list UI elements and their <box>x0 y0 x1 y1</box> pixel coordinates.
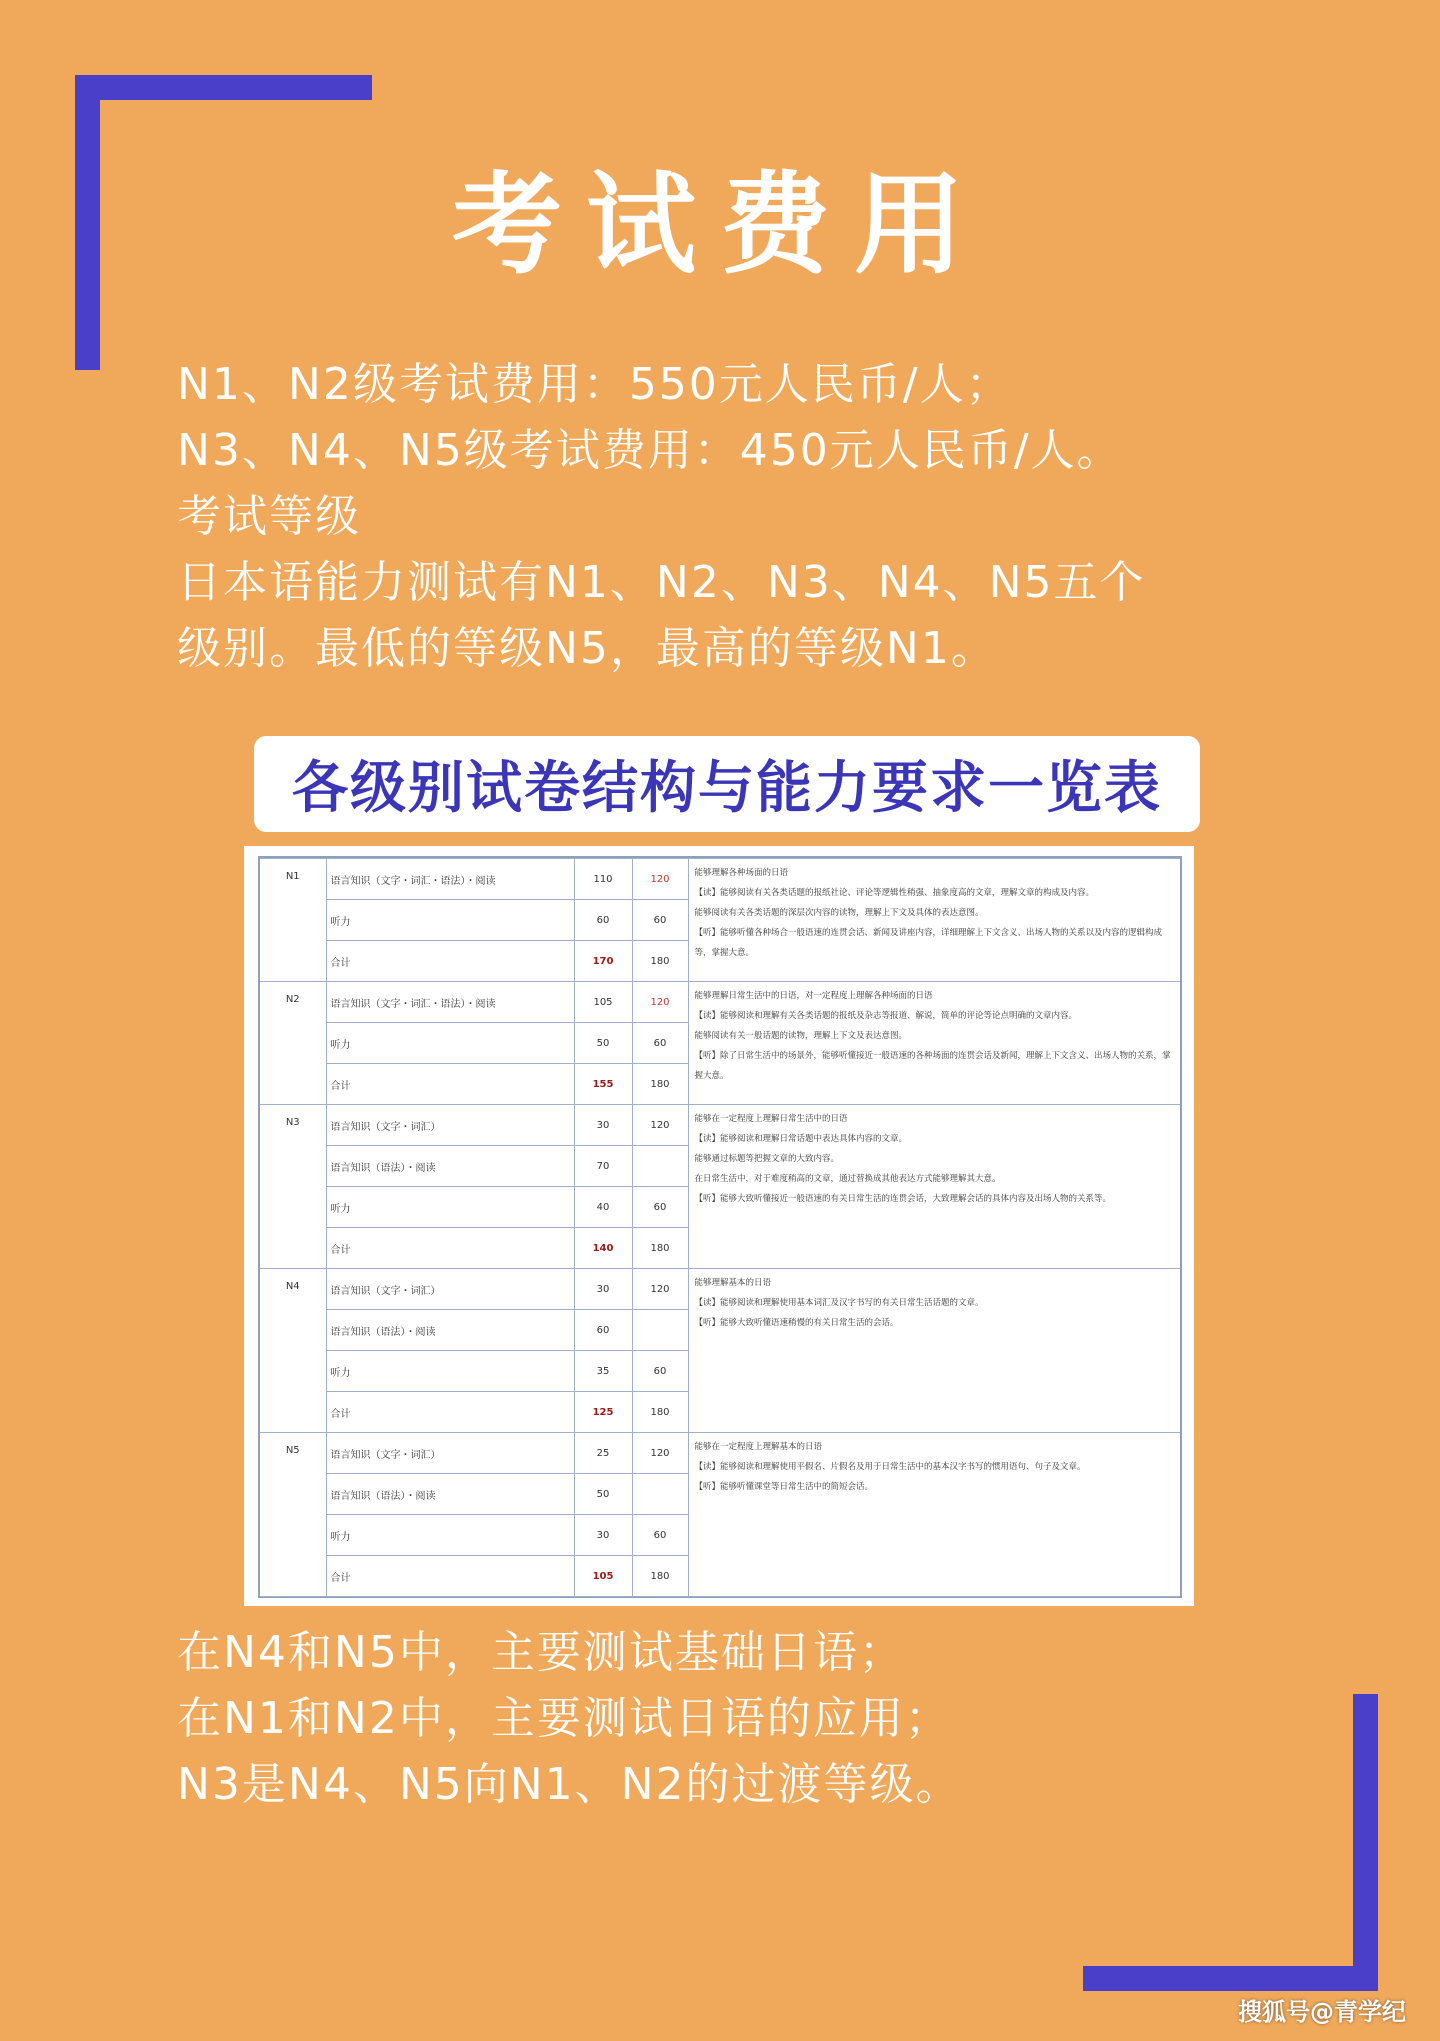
requirement-line: 能够在一定程度上理解基本的日语 <box>694 1442 823 1452</box>
table-row <box>260 859 1180 900</box>
subject-cell: 合计 <box>326 1228 574 1269</box>
requirement-line: 【听】能够大致听懂接近一般语速的有关日常生活的连贯会话，大致理解会话的具体内容及出场人物的关系等。 <box>694 1194 1112 1204</box>
requirement-cell <box>688 1105 1180 1269</box>
subject-cell: 合计 <box>326 1392 574 1433</box>
score-cell: 105 <box>574 982 632 1023</box>
score-cell: 25 <box>574 1433 632 1474</box>
corner-bar-bottom-right-horizontal <box>1083 1966 1378 1991</box>
subject-cell: 听力 <box>326 1351 574 1392</box>
fee-info <box>177 352 1297 682</box>
requirement-line: 【听】能够听懂各种场合一般语速的连贯会话、新闻及讲座内容，详细理解上下文含义、出场人物的关系以及内容的逻辑构成等，掌握大意。 <box>694 928 1163 958</box>
requirement-line: 【听】除了日常生活中的场景外，能够听懂接近一般语速的各种场面的连贯会话及新闻，理解上下文含义、出场人物的关系，掌握大意。 <box>694 1051 1171 1081</box>
corner-bar-top-left-horizontal <box>75 75 372 100</box>
full-score-cell: 120 <box>632 982 688 1023</box>
score-cell: 50 <box>574 1023 632 1064</box>
full-score-cell: 120 <box>632 1433 688 1474</box>
requirement-cell <box>688 982 1180 1105</box>
subject-cell: 语言知识（语法）・阅读 <box>326 1474 574 1515</box>
watermark: 搜狐号@青学纪 <box>1238 1998 1406 2026</box>
structure-table <box>260 858 1180 1597</box>
requirement-line: 能够理解基本的日语 <box>694 1278 772 1288</box>
requirement-cell <box>688 859 1180 982</box>
footer-text <box>177 1620 1317 1818</box>
full-score-cell: 60 <box>632 1515 688 1556</box>
table-banner-text: 各级别试卷结构与能力要求一览表 <box>292 756 1162 821</box>
full-score-cell: 120 <box>632 1105 688 1146</box>
requirement-line: 【读】能够阅读和理解使用基本词汇及汉字书写的有关日常生活话题的文章。 <box>694 1298 984 1308</box>
full-score-cell: 180 <box>632 1556 688 1597</box>
subject-cell: 语言知识（文字・词汇・语法）・阅读 <box>326 982 574 1023</box>
level-cell: N4 <box>260 1269 326 1433</box>
level-cell: N2 <box>260 982 326 1105</box>
subject-cell: 语言知识（文字・词汇） <box>326 1269 574 1310</box>
full-score-cell: 120 <box>632 1269 688 1310</box>
subject-cell: 语言知识（文字・词汇・语法）・阅读 <box>326 859 574 900</box>
full-score-cell <box>632 1474 688 1515</box>
full-score-cell <box>632 1146 688 1187</box>
requirement-line: 【读】能够阅读和理解日常话题中表达具体内容的文章。 <box>694 1134 908 1144</box>
score-cell: 170 <box>574 941 632 982</box>
requirement-line: 【听】能够听懂课堂等日常生活中的简短会话。 <box>694 1482 874 1492</box>
table-row <box>260 982 1180 1023</box>
requirement-line: 在日常生活中，对于难度稍高的文章，通过替换成其他表达方式能够理解其大意。 <box>694 1174 1001 1184</box>
subject-cell: 语言知识（文字・词汇） <box>326 1105 574 1146</box>
footer-line: 在N4和N5中，主要测试基础日语； <box>177 1627 905 1678</box>
score-cell: 30 <box>574 1105 632 1146</box>
subject-cell: 合计 <box>326 1064 574 1105</box>
subject-cell: 听力 <box>326 1187 574 1228</box>
score-cell: 30 <box>574 1269 632 1310</box>
fee-line: N3、N4、N5级考试费用：450元人民币/人。 <box>177 425 1123 476</box>
requirement-cell <box>688 1433 1180 1597</box>
subject-cell: 合计 <box>326 941 574 982</box>
level-cell: N1 <box>260 859 326 982</box>
table-row <box>260 1105 1180 1146</box>
score-cell: 40 <box>574 1187 632 1228</box>
structure-table-image <box>244 846 1194 1606</box>
requirement-line: 能够在一定程度上理解日常生活中的日语 <box>694 1114 848 1124</box>
subject-cell: 语言知识（语法）・阅读 <box>326 1310 574 1351</box>
subject-cell: 语言知识（语法）・阅读 <box>326 1146 574 1187</box>
score-cell: 105 <box>574 1556 632 1597</box>
requirement-line: 能够理解各种场面的日语 <box>694 868 789 878</box>
requirement-cell <box>688 1269 1180 1433</box>
level-cell: N5 <box>260 1433 326 1597</box>
requirement-line: 能够通过标题等把握文章的大致内容。 <box>694 1154 840 1164</box>
score-cell: 140 <box>574 1228 632 1269</box>
requirement-line: 能够理解日常生活中的日语，对一定程度上理解各种场面的日语 <box>694 991 933 1001</box>
score-cell: 60 <box>574 900 632 941</box>
requirement-line: 能够阅读有关各类话题的深层次内容的读物，理解上下文及具体的表达意图。 <box>694 908 984 918</box>
full-score-cell: 60 <box>632 1187 688 1228</box>
level-cell: N3 <box>260 1105 326 1269</box>
requirement-line: 【听】能够大致听懂语速稍慢的有关日常生活的会话。 <box>694 1318 899 1328</box>
level-line: 级别。最低的等级N5，最高的等级N1。 <box>177 623 997 674</box>
full-score-cell: 180 <box>632 1392 688 1433</box>
footer-line: N3是N4、N5向N1、N2的过渡等级。 <box>177 1759 962 1810</box>
full-score-cell: 180 <box>632 1228 688 1269</box>
score-cell: 50 <box>574 1474 632 1515</box>
subject-cell: 合计 <box>326 1556 574 1597</box>
full-score-cell: 180 <box>632 1064 688 1105</box>
score-cell: 60 <box>574 1310 632 1351</box>
score-cell: 110 <box>574 859 632 900</box>
table-row <box>260 1269 1180 1310</box>
score-cell: 125 <box>574 1392 632 1433</box>
full-score-cell <box>632 1310 688 1351</box>
requirement-line: 【读】能够阅读和理解有关各类话题的报纸及杂志等报道、解说，简单的评论等论点明确的文章内容。 <box>694 1011 1078 1021</box>
score-cell: 155 <box>574 1064 632 1105</box>
full-score-cell: 120 <box>632 859 688 900</box>
fee-line: N1、N2级考试费用：550元人民币/人； <box>177 359 1012 410</box>
level-line: 日本语能力测试有N1、N2、N3、N4、N5五个 <box>177 557 1146 608</box>
full-score-cell: 60 <box>632 1351 688 1392</box>
requirement-line: 能够阅读有关一般话题的读物，理解上下文及表达意图。 <box>694 1031 908 1041</box>
score-cell: 35 <box>574 1351 632 1392</box>
table-row <box>260 1433 1180 1474</box>
page-title: 考试费用 <box>452 160 988 289</box>
subject-cell: 听力 <box>326 1515 574 1556</box>
score-cell: 30 <box>574 1515 632 1556</box>
full-score-cell: 60 <box>632 1023 688 1064</box>
requirement-line: 【读】能够阅读和理解使用平假名、片假名及用于日常生活中的基本汉字书写的惯用语句、句子及文章。 <box>694 1462 1086 1472</box>
corner-bar-bottom-right-vertical <box>1353 1694 1378 1991</box>
footer-line: 在N1和N2中，主要测试日语的应用； <box>177 1693 951 1744</box>
subject-cell: 语言知识（文字・词汇） <box>326 1433 574 1474</box>
subject-cell: 听力 <box>326 900 574 941</box>
section-heading: 考试等级 <box>177 491 361 542</box>
table-banner <box>254 736 1200 832</box>
full-score-cell: 180 <box>632 941 688 982</box>
full-score-cell: 60 <box>632 900 688 941</box>
subject-cell: 听力 <box>326 1023 574 1064</box>
requirement-line: 【读】能够阅读有关各类话题的报纸社论、评论等逻辑性稍强、抽象度高的文章，理解文章的构成及内容。 <box>694 888 1095 898</box>
structure-table-frame <box>258 856 1182 1598</box>
score-cell: 70 <box>574 1146 632 1187</box>
